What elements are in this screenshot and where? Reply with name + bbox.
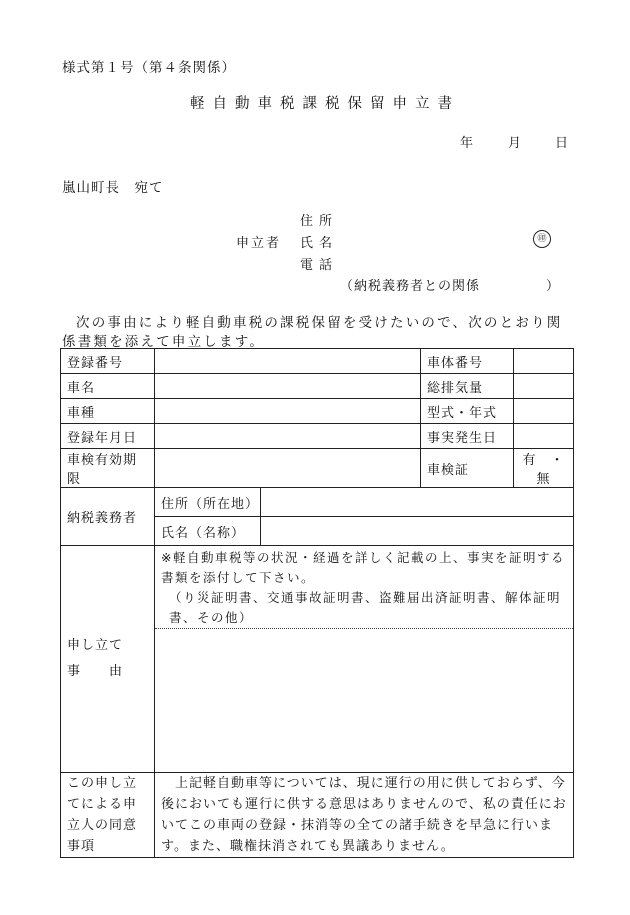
taxpayer-label: 納税義務者	[61, 488, 155, 546]
row-label: 車種	[61, 399, 155, 424]
relation-close: ）	[545, 279, 560, 294]
date-month: 月	[508, 136, 522, 151]
intro-text: 次の事由により軽自動車税の課税保留を受けたいので、次のとおり関係書類を添えて申立します。	[62, 315, 563, 350]
applicant-phone-label: 電話	[300, 258, 339, 273]
row-label: 型式・年式	[421, 399, 514, 424]
consent-text: 上記軽自動車等については、現に運行の用に供しておらず、今後においても運行に供する意思はありませんので、私の責任においてこの車両の登録・抹消等の全ての諸手続きを早急に行います。また、職権抹消されても異議ありません。	[155, 773, 574, 858]
row-label: 車検有効期限	[61, 449, 155, 488]
relation-line	[340, 275, 560, 294]
vehicle-type-field[interactable]	[155, 399, 421, 424]
applicant-label: 申立者	[236, 236, 282, 251]
row-label: 車名	[61, 374, 155, 399]
reason-label-line1: 申し立て	[67, 638, 124, 653]
model-year-field[interactable]	[514, 399, 574, 424]
form-number-label: 様式第１号（第４条関係）	[62, 60, 236, 76]
row-label: 車体番号	[421, 349, 514, 374]
reason-text-field[interactable]	[161, 631, 567, 771]
taxpayer-name-label: 氏名（名称）	[155, 517, 261, 546]
table-row	[61, 374, 574, 399]
application-table	[60, 348, 579, 858]
table-row	[61, 399, 574, 424]
inspection-expiry-field[interactable]	[155, 449, 421, 488]
row-label: 車検証	[421, 449, 514, 488]
vehicle-name-field[interactable]	[155, 374, 421, 399]
incident-date-field[interactable]	[514, 424, 574, 449]
date-year: 年	[460, 136, 474, 151]
table-row	[61, 424, 574, 449]
displacement-field[interactable]	[514, 374, 574, 399]
dotted-divider	[155, 628, 573, 629]
registration-number-field[interactable]	[155, 349, 421, 374]
seal-mark: ㊞	[533, 230, 551, 248]
reason-note-1: ※軽自動車税等の状況・経過を詳しく記載の上、事実を証明する書類を添付して下さい。	[161, 550, 565, 585]
table-row	[61, 449, 574, 488]
reason-note-2: （り災証明書、交通事故証明書、盗難届出済証明書、解体証明書、その他）	[169, 590, 562, 625]
date-day: 日	[555, 136, 569, 151]
addressee: 嵐山町長 宛て	[62, 180, 164, 196]
reason-area[interactable]	[155, 546, 574, 773]
taxpayer-name-field[interactable]	[261, 517, 574, 546]
date-row	[0, 132, 630, 152]
row-label: 登録年月日	[61, 424, 155, 449]
applicant-address-label: 住所	[300, 214, 339, 229]
relation-label: （納税義務者との関係	[340, 279, 481, 294]
chassis-number-field[interactable]	[514, 349, 574, 374]
table-row	[61, 349, 574, 374]
document-title: 軽自動車税課税保留申立書	[190, 96, 460, 112]
row-label: 事実発生日	[421, 424, 514, 449]
applicant-name-label: 氏名	[300, 236, 339, 251]
taxpayer-address-field[interactable]	[261, 488, 574, 517]
reason-row	[61, 546, 574, 773]
consent-label: この申し立てによる申立人の同意事項	[61, 773, 155, 858]
registration-date-field[interactable]	[155, 424, 421, 449]
taxpayer-address-row	[61, 488, 574, 517]
row-label: 登録番号	[61, 349, 155, 374]
row-label: 総排気量	[421, 374, 514, 399]
inspection-certificate-choice[interactable]: 有 ・ 無	[514, 449, 574, 488]
reason-label	[61, 546, 155, 773]
taxpayer-address-label: 住所（所在地）	[155, 488, 261, 517]
reason-label-line2: 事 由	[67, 664, 124, 679]
consent-row	[61, 773, 574, 858]
reason-notes	[161, 546, 567, 631]
